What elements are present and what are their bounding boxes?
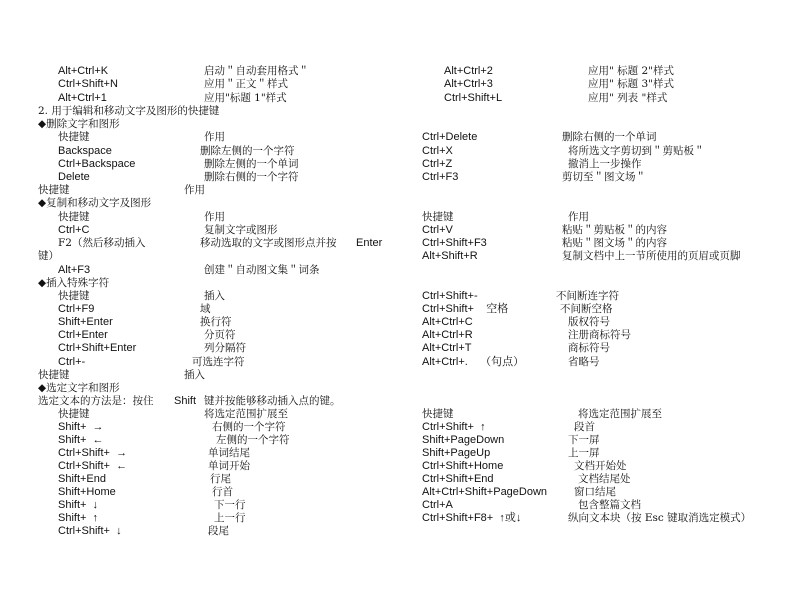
shortcut-key: Shift+Enter	[58, 316, 113, 328]
subsection-heading: ◆插入特殊字符	[38, 277, 110, 289]
shortcut-desc: 不间断空格	[560, 303, 613, 315]
shortcut-key: Ctrl+Shift+ 空格	[422, 303, 509, 315]
shortcut-desc: 商标符号	[568, 342, 610, 354]
column-header-insert: 插入	[204, 290, 225, 302]
subsection-heading: ◆复制和移动文字及图形	[38, 197, 152, 209]
shortcut-desc: 删除左侧的一个字符	[200, 145, 295, 157]
shortcut-desc: 剪切至＂图文场＂	[562, 171, 646, 183]
shortcut-desc: 删除左侧的一个单词	[204, 158, 299, 170]
shortcut-key: Alt+Ctrl+R	[422, 329, 473, 341]
column-header-key: 快捷键	[38, 184, 70, 196]
shortcut-desc: 分页符	[204, 329, 236, 341]
shortcut-desc: 应用" 标题 3"样式	[588, 78, 675, 90]
shortcut-desc: 左侧的一个字符	[216, 434, 290, 446]
column-header-key: 快捷键	[422, 211, 454, 223]
shortcut-desc: 文档开始处	[574, 460, 627, 472]
shortcut-key: Alt+F3	[58, 264, 91, 276]
shortcut-key: Ctrl+F9	[58, 303, 95, 315]
shortcut-key: Ctrl+-	[58, 356, 86, 368]
shortcut-desc: 应用"标题 1"样式	[204, 92, 287, 104]
shortcut-key: Ctrl+V	[422, 224, 453, 236]
column-header-action: 作用	[204, 131, 225, 143]
shortcut-key: Ctrl+Shift+L	[444, 92, 503, 104]
shortcut-desc: 列分隔符	[204, 342, 246, 354]
shortcut-key: Ctrl+Backspace	[58, 158, 136, 170]
column-header-key: 快捷键	[58, 211, 90, 223]
shortcut-desc: 单词开始	[208, 460, 250, 472]
shortcut-key: Shift+PageUp	[422, 447, 491, 459]
shortcut-desc: 应用" 标题 2"样式	[588, 65, 675, 77]
shortcut-desc: 创建＂自动图文集＂词条	[204, 264, 320, 276]
shortcut-desc: 域	[200, 303, 211, 315]
column-header-action: 将选定范围扩展至	[578, 408, 662, 420]
shortcut-key: Shift+ ↑	[58, 512, 99, 524]
shortcut-desc: 移动选取的文字或图形点并按	[200, 237, 337, 249]
shortcut-desc: 上一行	[214, 512, 246, 524]
column-header-key: 快捷键	[58, 408, 90, 420]
shortcut-key: Ctrl+Shift+F3	[422, 237, 487, 249]
shortcut-key: Alt+Ctrl+K	[58, 65, 109, 77]
column-header-action: 作用	[204, 211, 225, 223]
column-header-action: 将选定范围扩展至	[204, 408, 288, 420]
shortcut-key: Ctrl+Enter	[58, 329, 108, 341]
shortcut-desc: 行首	[212, 486, 233, 498]
shortcut-key: Alt+Ctrl+Shift+PageDown	[422, 486, 548, 498]
subsection-heading: ◆选定文字和图形	[38, 382, 120, 394]
shortcut-desc: 下一屏	[568, 434, 600, 446]
shortcut-key: Ctrl+Shift+ →	[58, 447, 128, 459]
shortcut-key: Shift+Home	[58, 486, 116, 498]
shortcut-desc: 行尾	[210, 473, 231, 485]
column-header-action: 作用	[568, 211, 589, 223]
shortcut-key: Alt+Ctrl+3	[444, 78, 493, 90]
selection-intro: 选定文本的方法是：按住	[38, 395, 154, 407]
shortcut-key: Ctrl+Shift+ ↑	[422, 421, 486, 433]
shortcut-desc: 撤消上一步操作	[568, 158, 642, 170]
shortcut-key: Backspace	[58, 145, 112, 157]
shortcut-desc: 单词结尾	[208, 447, 250, 459]
shortcut-desc: 窗口结尾	[574, 486, 616, 498]
shortcut-key: Shift+PageDown	[422, 434, 505, 446]
selection-intro-shift: Shift	[174, 395, 197, 407]
shortcut-key: Ctrl+Shift+End	[422, 473, 494, 485]
shortcut-desc: 纵向文本块（按 Esc 键取消选定模式）	[568, 512, 752, 524]
column-header-key: 快捷键	[422, 408, 454, 420]
shortcut-key: Ctrl+Shift+ ↓	[58, 525, 122, 537]
shortcut-desc: 段首	[574, 421, 595, 433]
shortcut-desc: 删除右侧的一个字符	[204, 171, 299, 183]
shortcut-key: Ctrl+C	[58, 224, 90, 236]
shortcut-desc: 删除右侧的一个单词	[562, 131, 657, 143]
shortcut-key: Ctrl+Shift+N	[58, 78, 118, 90]
shortcut-key: Shift+ →	[58, 421, 104, 433]
shortcut-desc: 段尾	[208, 525, 229, 537]
shortcut-key: Ctrl+X	[422, 145, 453, 157]
shortcut-key: Ctrl+Shift+ ←	[58, 460, 128, 472]
section-heading: 2. 用于编辑和移动文字及图形的快捷键	[38, 105, 220, 117]
column-header-insert: 插入	[184, 369, 205, 381]
shortcut-desc: 复制文档中上一节所使用的页眉或页脚	[562, 250, 741, 262]
shortcut-key: Ctrl+F3	[422, 171, 459, 183]
shortcut-desc: 上一屏	[568, 447, 600, 459]
shortcut-key: Ctrl+Shift+F8+ ↑或↓	[422, 512, 522, 524]
shortcut-key: Alt+Ctrl+T	[422, 342, 472, 354]
shortcut-key: Ctrl+Delete	[422, 131, 478, 143]
shortcut-desc: 将所选文字剪切到＂剪贴板＂	[568, 145, 705, 157]
shortcut-desc: 启动＂自动套用格式＂	[204, 65, 309, 77]
wrapped-text: 键）	[38, 250, 59, 262]
shortcut-desc: 应用＂正文＂样式	[204, 78, 288, 90]
shortcut-desc: 右侧的一个字符	[212, 421, 286, 433]
shortcut-desc: 注册商标符号	[568, 329, 631, 341]
column-header-key: 快捷键	[58, 131, 90, 143]
shortcut-desc: 应用" 列表 "样式	[588, 92, 668, 104]
shortcut-key: Ctrl+Shift+-	[422, 290, 478, 302]
shortcut-desc: 粘贴＂剪贴板＂的内容	[562, 224, 667, 236]
shortcut-desc: 复制文字或图形	[204, 224, 278, 236]
shortcut-key: Delete	[58, 171, 90, 183]
subsection-heading: ◆删除文字和图形	[38, 118, 120, 130]
selection-intro: 键并按能够移动插入点的键。	[204, 395, 341, 407]
shortcut-desc: 不间断连字符	[556, 290, 619, 302]
shortcut-key: Alt+Ctrl+. （句点）	[422, 356, 525, 368]
shortcut-desc: 下一行	[214, 499, 246, 511]
shortcut-key: Shift+End	[58, 473, 107, 485]
shortcut-key: Alt+Shift+R	[422, 250, 478, 262]
shortcut-key: Shift+ ↓	[58, 499, 99, 511]
shortcut-desc: 文档结尾处	[578, 473, 631, 485]
column-header-key: 快捷键	[38, 369, 70, 381]
shortcut-desc: 省略号	[568, 356, 600, 368]
shortcut-key: Ctrl+A	[422, 499, 453, 511]
shortcut-desc: 换行符	[200, 316, 232, 328]
column-header-action: 作用	[184, 184, 205, 196]
shortcut-key: Ctrl+Shift+Enter	[58, 342, 137, 354]
shortcut-key: Alt+Ctrl+C	[422, 316, 473, 328]
enter-key-text: Enter	[356, 237, 383, 249]
shortcut-desc: 粘贴＂图文场＂的内容	[562, 237, 667, 249]
shortcut-key: Ctrl+Z	[422, 158, 453, 170]
shortcut-key: Shift+ ←	[58, 434, 104, 446]
shortcut-key: Ctrl+Shift+Home	[422, 460, 504, 472]
shortcut-desc: 包含整篇文档	[578, 499, 641, 511]
shortcut-key: Alt+Ctrl+1	[58, 92, 107, 104]
shortcut-desc: 可选连字符	[192, 356, 245, 368]
shortcut-key: F2（然后移动插入	[58, 237, 146, 249]
shortcut-key: Alt+Ctrl+2	[444, 65, 493, 77]
column-header-key: 快捷键	[58, 290, 90, 302]
shortcut-desc: 版权符号	[568, 316, 610, 328]
